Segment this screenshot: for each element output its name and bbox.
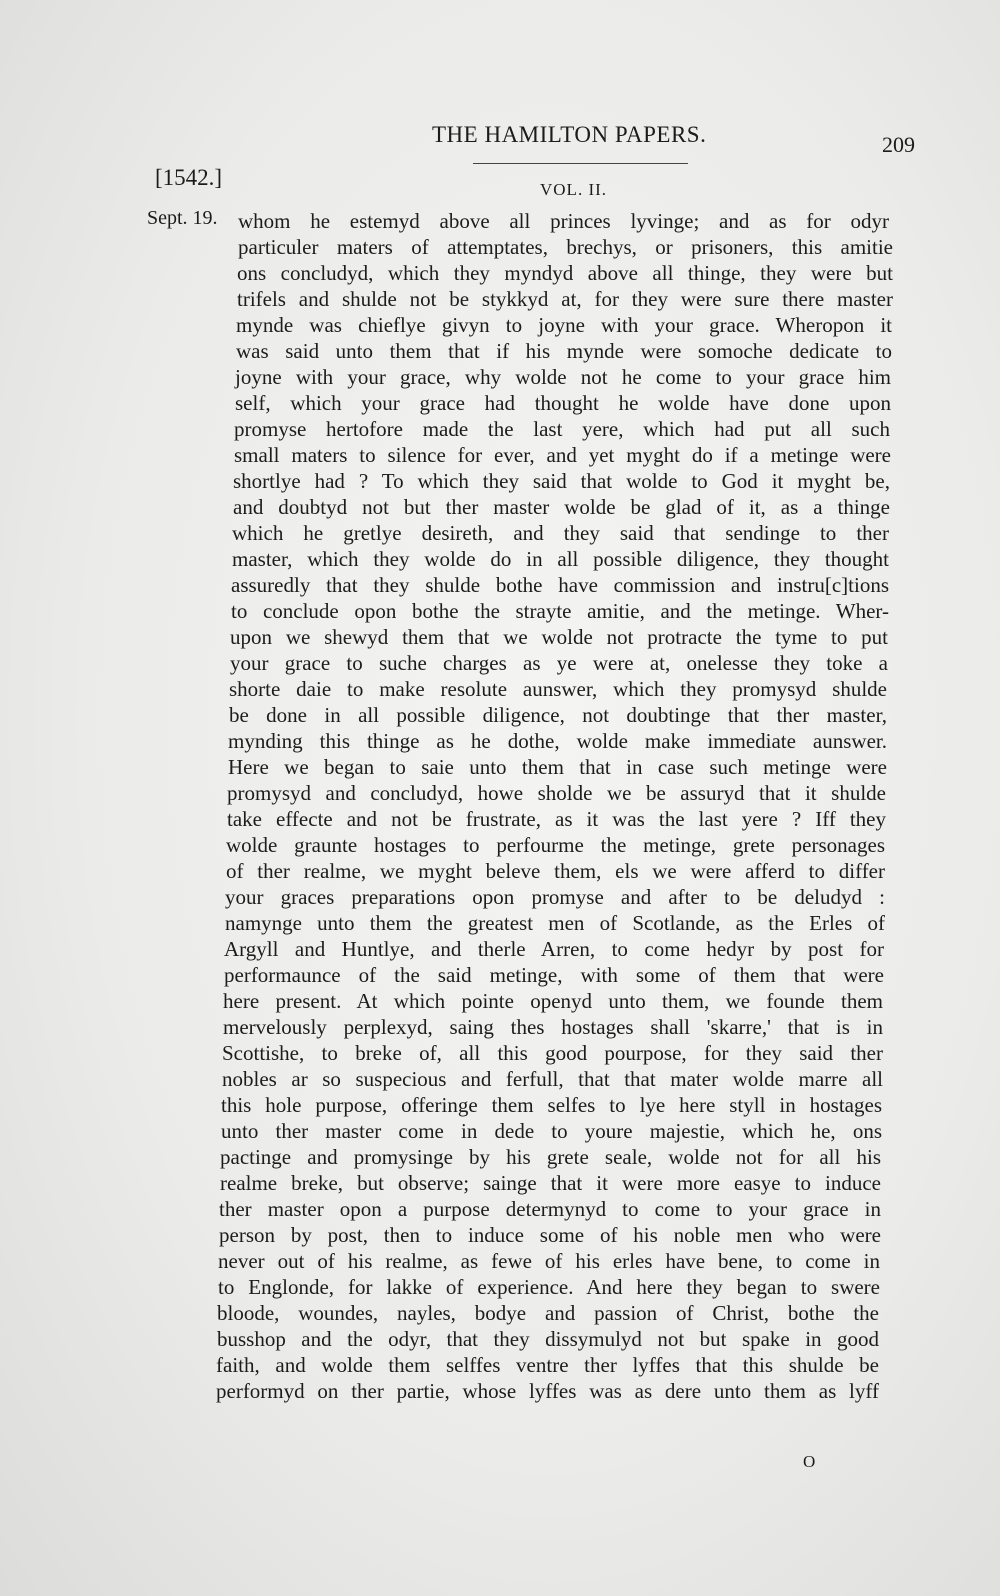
text-line: self, which your grace had thought he wolde have done upon — [235, 391, 891, 415]
text-line: mynding this thinge as he dothe, wolde make immediate aunswer. — [228, 729, 887, 753]
text-line: mynde was chieflye givyn to joyne with your grace. Wheropon it — [236, 313, 892, 337]
text-line: to conclude opon bothe the strayte amitie, and the metinge. Wher- — [231, 599, 889, 623]
volume-label: VOL. II. — [540, 180, 608, 199]
text-line: realme breke, but observe; sainge that it were more easye to induce — [220, 1171, 881, 1195]
date-marginal-note: Sept. 19. — [147, 207, 218, 229]
text-line: Scottishe, to breke of, all this good pourpose, for they said ther — [222, 1041, 883, 1065]
text-line: busshop and the odyr, that they dissymulyd not but spake in good — [217, 1327, 879, 1351]
text-line: upon we shewyd them that we wolde not protracte the tyme to put — [230, 625, 888, 649]
text-line: whom he estemyd above all princes lyvinge; and as for odyr — [238, 209, 889, 233]
text-line: trifels and shulde not be stykkyd at, for they were sure there master — [237, 287, 893, 311]
text-line: wolde graunte hostages to perfourme the metinge, grete personages — [226, 833, 885, 857]
text-line: mervelously perplexyd, saing thes hostages shall 'skarre,' that is in — [223, 1015, 883, 1039]
text-line: master, which they wolde do in all possible diligence, they thought — [232, 547, 889, 571]
text-line: here present. At which pointe openyd unto them, we founde them — [223, 989, 883, 1013]
text-line: joyne with your grace, why wolde not he come to your grace him — [235, 365, 891, 389]
text-line: performaunce of the said metinge, with some of them that were — [224, 963, 884, 987]
text-line: faith, and wolde them selffes ventre ther lyffes that this shulde be — [216, 1353, 879, 1377]
text-line: of ther realme, we myght beleve them, els we were afferd to differ — [226, 859, 885, 883]
text-line: shortlye had ? To which they said that wolde to God it myght be, — [233, 469, 890, 493]
text-line: your grace to suche charges as ye were at, onelesse they toke a — [230, 651, 888, 675]
text-line: namynge unto them the greatest men of Scotlande, as the Erles of — [225, 911, 885, 935]
text-line: bloode, woundes, nayles, bodye and passion of Christ, bothe the — [217, 1301, 879, 1325]
text-line: ons concludyd, which they myndyd above all thinge, they were but — [237, 261, 893, 285]
text-line: small maters to silence for ever, and yet myght do if a metinge were — [234, 443, 891, 467]
running-title: THE HAMILTON PAPERS. — [432, 122, 707, 147]
text-line: your graces preparations opon promyse and after to be deludyd : — [225, 885, 885, 909]
text-line: nobles ar so suspecious and ferfull, that that mater wolde marre all — [222, 1067, 883, 1091]
text-line: unto ther master come in dede to youre majestie, which he, ons — [221, 1119, 882, 1143]
text-line: to Englonde, for lakke of experience. And here they began to swere — [218, 1275, 880, 1299]
text-line: which he gretlye desireth, and they said that sendinge to ther — [232, 521, 889, 545]
text-line: shorte daie to make resolute aunswer, which they promysyd shulde — [229, 677, 887, 701]
text-line: promysyd and concludyd, howe sholde we be assuryd that it shulde — [227, 781, 886, 805]
text-line: particuler maters of attemptates, brechys, or prisoners, this amitie — [238, 235, 893, 259]
text-line: take effecte and not be frustrate, as it was the last yere ? Iff they — [227, 807, 886, 831]
text-line: performyd on ther partie, whose lyffes was as dere unto them as lyff — [216, 1379, 879, 1403]
text-line: be done in all possible diligence, not doubtinge that ther master, — [229, 703, 887, 727]
text-line: ther master opon a purpose determynyd to come to your grace in — [219, 1197, 881, 1221]
year-marginal: [1542.] — [155, 165, 223, 190]
text-line: pactinge and promysinge by his grete seale, wolde not for all his — [220, 1145, 881, 1169]
text-line: and doubtyd not but ther master wolde be glad of it, as a thinge — [233, 495, 890, 519]
text-line: promyse hertofore made the last yere, which had put all such — [234, 417, 890, 441]
text-line: Here we began to saie unto them that in case such metinge were — [228, 755, 887, 779]
text-line: never out of his realme, as fewe of his erles have bene, to come in — [218, 1249, 880, 1273]
signature-mark: O — [803, 1452, 816, 1471]
text-line: this hole purpose, offeringe them selfes to lye here styll in hostages — [221, 1093, 882, 1117]
text-line: assuredly that they shulde bothe have commission and instru[c]tions — [231, 573, 889, 597]
text-line: was said unto them that if his mynde were somoche dedicate to — [236, 339, 892, 363]
text-line: person by post, then to induce some of his noble men who were — [219, 1223, 881, 1247]
text-line: Argyll and Huntlye, and therle Arren, to come hedyr by post for — [224, 937, 884, 961]
page-number: 209 — [882, 132, 915, 157]
